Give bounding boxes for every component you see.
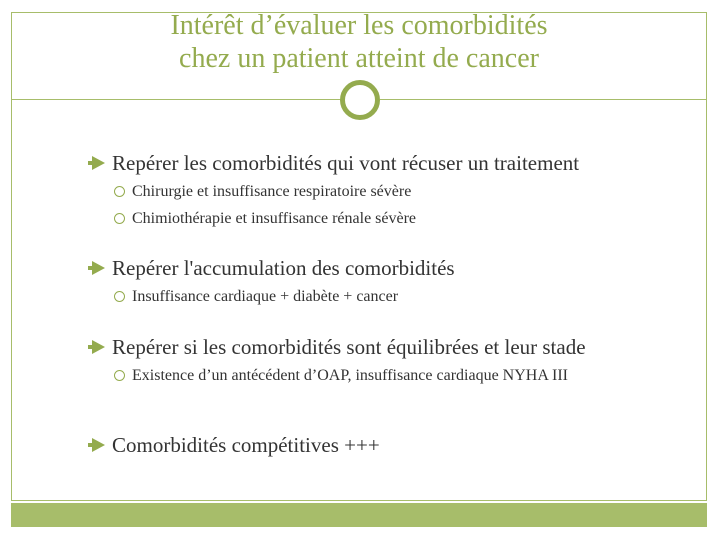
circle-bullet-icon	[114, 186, 125, 197]
footer-bar	[11, 503, 707, 527]
circle-bullet-icon	[114, 291, 125, 302]
arrow-bullet-icon	[92, 156, 105, 170]
bullet-text: Repérer si les comorbidités sont équilibrées et leur stade	[112, 335, 586, 359]
title-line-2: chez un patient atteint de cancer	[179, 43, 539, 74]
bullet-text: Repérer les comorbidités qui vont récuser un traitement	[112, 151, 580, 175]
arrow-bullet-icon	[92, 340, 105, 354]
title-line-1: Intérêt d’évaluer les comorbidités	[170, 10, 548, 41]
subbullet-text: Chirurgie et insuffisance respiratoire sévère	[132, 183, 412, 200]
subbullet-text: Insuffisance cardiaque + diabète + cancer	[132, 288, 399, 305]
bullet-text: Comorbidités compétitives +++	[112, 433, 380, 457]
subbullet-text: Chimiothérapie et insuffisance rénale sévère	[132, 210, 417, 227]
subbullet-text: Existence d’un antécédent d’OAP, insuffisance cardiaque NYHA III	[132, 367, 568, 384]
circle-bullet-icon	[114, 213, 125, 224]
arrow-bullet-icon	[92, 261, 105, 275]
arrow-bullet-icon	[92, 438, 105, 452]
circle-bullet-icon	[114, 370, 125, 381]
bullet-text: Repérer l'accumulation des comorbidités	[112, 256, 455, 280]
